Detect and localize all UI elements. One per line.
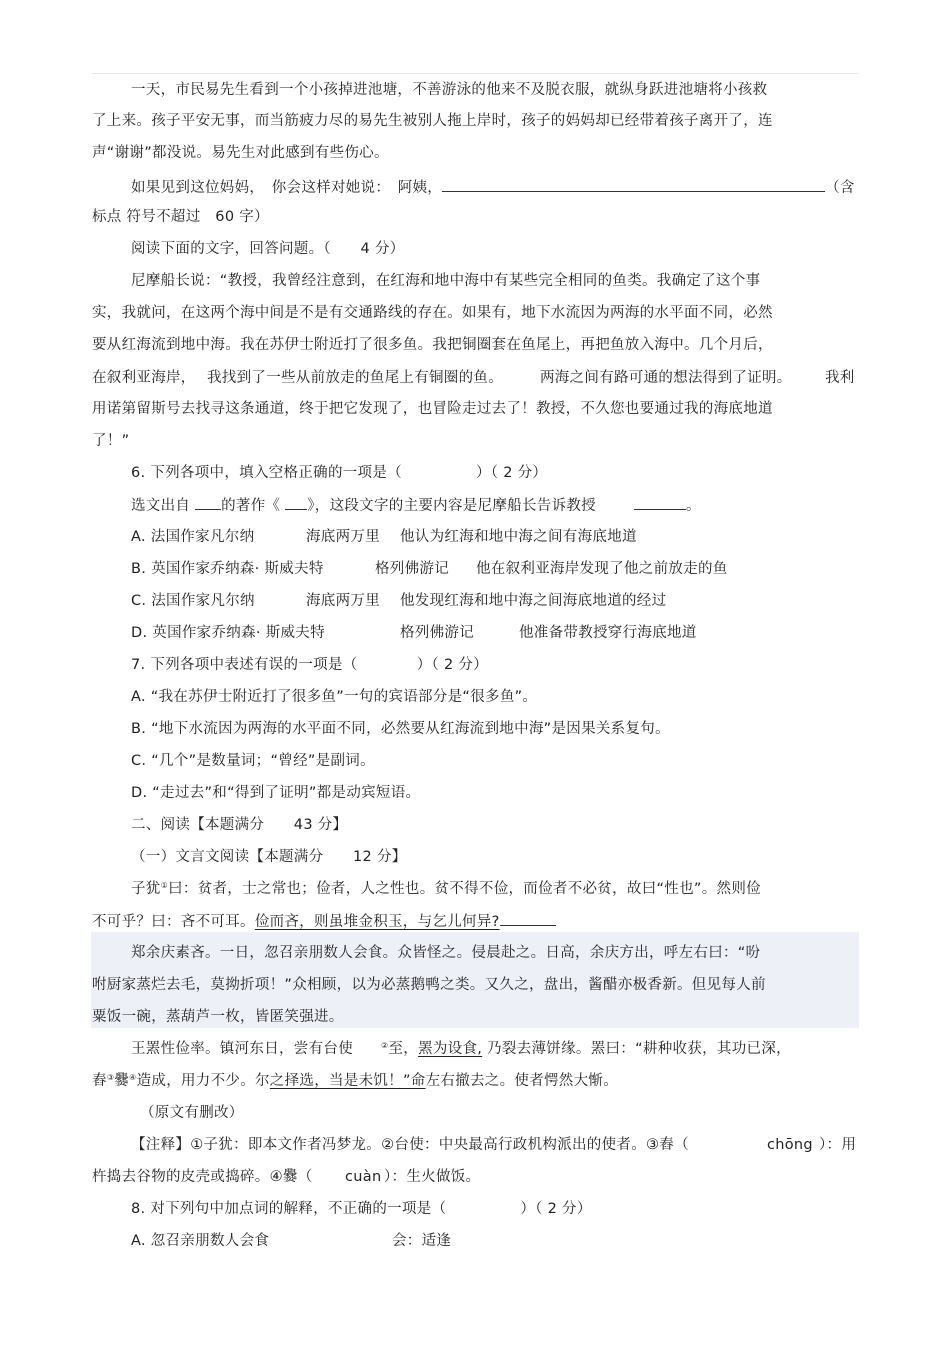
classical-text: 左右撤去之。使者愕然大惭。: [425, 1073, 619, 1089]
q6-option-b-col1: B. 英国作家乔纳森· 斯威夫特: [131, 561, 324, 577]
annotation-line: 【注释】①子犹：即本文作者冯梦龙。②台使：中央最高行政机构派出的使者。③舂（: [131, 1137, 689, 1153]
passage-line: 一天，市民易先生看到一个小孩掉进池塘，不善游泳的他来不及脱衣服，就纵身跃进池塘将小孩救: [131, 82, 768, 98]
classical-line: [92, 1071, 618, 1091]
q6-option-c-col3: 他发现红海和地中海之间海底地道的经过: [400, 593, 667, 609]
classical-line: 郑余庆素吝。一日，忽召亲朋数人会食。众皆怪之。侵晨赴之。日高，余庆方出，呼左右曰：“吩: [131, 945, 761, 961]
q7-option-c: C. “几个”是数量词；“曾经”是副词。: [131, 753, 375, 769]
fill-text: 的著作《: [221, 498, 286, 514]
q6-option-a-col3: 他认为红海和地中海之间有海底地道: [400, 529, 637, 545]
annotation-line: 杵捣去谷物的皮壳或捣碎。④爨（: [92, 1169, 313, 1185]
q6-option-b-col2: 格列佛游记: [375, 561, 449, 577]
question-5-line: [131, 175, 855, 198]
classical-text: 造成，用力不少。尔: [136, 1073, 270, 1089]
passage-line: 尼摩船长说：“教授，我曾经注意到，在红海和地中海中有某些完全相同的鱼类。我确定了这个事: [131, 273, 761, 289]
q6-option-d-col2: 格列佛游记: [400, 625, 474, 641]
q6-option-b-col3: 他在叙利亚海岸发现了他之前放走的鱼: [476, 561, 728, 577]
annotation-line: ）：生火做饭。: [384, 1169, 481, 1185]
classical-text: 不可乎？曰：吝不可耳。: [92, 914, 255, 930]
question-7-stem: 7. 下列各项中表述有误的一项是（ ）（ 2 分）: [131, 657, 489, 673]
section-heading: 二、阅读【本题满分 43 分】: [131, 817, 348, 833]
passage-line: 了上来。孩子平安无事，而当筋疲力尽的易先生被别人拖上岸时，孩子的妈妈却已经带着孩子离开了，连: [92, 113, 773, 129]
answer-blank[interactable]: [285, 495, 307, 510]
q8-option-a-meaning: 会：适逢: [392, 1233, 452, 1249]
passage-line: 我利: [825, 370, 855, 386]
q7-option-d: D. “走过去”和“得到了证明”都是动宾短语。: [131, 785, 421, 801]
header-rule: [92, 73, 858, 74]
passage-line: 我找到了一些从前放走的鱼尾上有铜圈的鱼。: [207, 370, 503, 386]
annotation-pinyin: chōng: [767, 1137, 813, 1153]
underline-rule: [500, 911, 556, 926]
question-8-stem: 8. 对下列句中加点词的解释，不正确的一项是（ ）（ 2 分）: [131, 1201, 592, 1217]
footnote-marker: ③: [106, 1073, 115, 1082]
classical-line: 粟饭一碗，蒸葫芦一枚，皆匿笑强进。: [92, 1009, 344, 1025]
classical-text: 舂: [92, 1073, 107, 1089]
answer-blank[interactable]: [195, 495, 221, 510]
fill-text: 选文出自: [131, 498, 196, 514]
subsection-heading: （一）文言文阅读【本题满分 12 分】: [131, 849, 407, 865]
annotation-pinyin: cuàn: [345, 1169, 382, 1185]
fill-text: 》，这段文字的主要内容是尼摩船长告诉教授: [307, 498, 596, 514]
classical-text: 曰：贫者，士之常也；俭者，人之性也。贫不得不俭，而俭者不必贫，故曰“性也”。然则俭: [168, 881, 761, 897]
q6-option-a-col1: A. 法国作家凡尔纳: [131, 529, 255, 545]
classical-line: [131, 879, 761, 899]
answer-blank[interactable]: [634, 495, 686, 510]
classical-text: 乃裂去薄饼缘。罴曰：“耕种收获，其功已深，: [482, 1041, 791, 1057]
answer-blank[interactable]: [442, 177, 727, 192]
footnote-marker: ④: [129, 1073, 137, 1082]
annotation-line: ）：用: [819, 1137, 857, 1153]
question-5-limit: 标点 符号不超过 60 字）: [92, 209, 269, 225]
question-6-stem: 6. 下列各项中，填入空格正确的一项是（ ）（ 2 分）: [131, 465, 548, 481]
classical-text: 子犹: [131, 881, 161, 897]
q7-option-a: A. “我在苏伊士附近打了很多鱼”一句的宾语部分是“很多鱼”。: [131, 689, 538, 705]
footnote-marker: ①: [160, 881, 169, 890]
passage-line: 要从红海流到地中海。我在苏伊士附近打了很多鱼。我把铜圈套在鱼尾上，再把鱼放入海中。几个月后，: [92, 337, 773, 353]
underlined-sentence: 之择选，当是未饥！”命: [269, 1073, 426, 1089]
passage-line: 了！”: [92, 433, 130, 449]
classical-line: 咐厨家蒸烂去毛，莫拗折项！”众相顾，以为必蒸鹅鸭之类。又久之，盘出，酱醋亦极香新。但见每人前: [92, 977, 766, 993]
question-5-suffix: （含: [825, 180, 855, 196]
q6-option-a-col2: 海底两万里: [306, 529, 380, 545]
answer-blank[interactable]: [727, 175, 825, 192]
classical-text: 至，: [388, 1041, 419, 1057]
classical-text: 王罴性俭率。镇河东日，尝有台使: [131, 1041, 353, 1057]
classical-line: [92, 911, 556, 932]
passage-line: 实，我就问，在这两个海中间是不是有交通路线的存在。如果有，地下水流因为两海的水平面不同，必然: [92, 305, 773, 321]
underlined-sentence: 罴为设食,: [418, 1041, 483, 1057]
question-5-prompt: 如果见到这位妈妈， 你会这样对她说： 阿姨，: [131, 180, 443, 196]
q6-option-c-col2: 海底两万里: [306, 593, 380, 609]
q6-option-d-col3: 他准备带教授穿行海底地道: [519, 625, 697, 641]
q7-option-b: B. “地下水流因为两海的水平面不同，必然要从红海流到地中海”是因果关系复句。: [131, 721, 670, 737]
passage-line: 声“谢谢”都没说。易先生对此感到有些伤心。: [92, 145, 389, 161]
underlined-sentence: 俭而吝，则虽堆金积玉，与乞儿何异?: [254, 914, 500, 930]
question-6-fill-line: [131, 495, 701, 516]
q6-option-d-col1: D. 英国作家乔纳森· 斯威夫特: [131, 625, 325, 641]
q6-option-c-col1: C. 法国作家凡尔纳: [131, 593, 255, 609]
footnote-marker: ②: [381, 1041, 389, 1050]
passage-line: 用诺第留斯号去找寻这条通道，终于把它发现了，也冒险走过去了！教授，不久您也要通过我的海底地道: [92, 401, 773, 417]
classical-text: 爨: [114, 1073, 130, 1089]
q8-option-a-sentence: A. 忽召亲朋数人会食: [131, 1233, 270, 1249]
fill-text: 。: [685, 498, 701, 514]
reading-intro: 阅读下面的文字，回答问题。（ 4 分）: [131, 241, 405, 257]
classical-line: [131, 1039, 791, 1059]
passage-line: 两海之间有路可通的想法得到了证明。: [540, 370, 792, 386]
passage-line: 在叙利亚海岸，: [92, 370, 196, 386]
source-note: （原文有删改）: [140, 1105, 244, 1121]
